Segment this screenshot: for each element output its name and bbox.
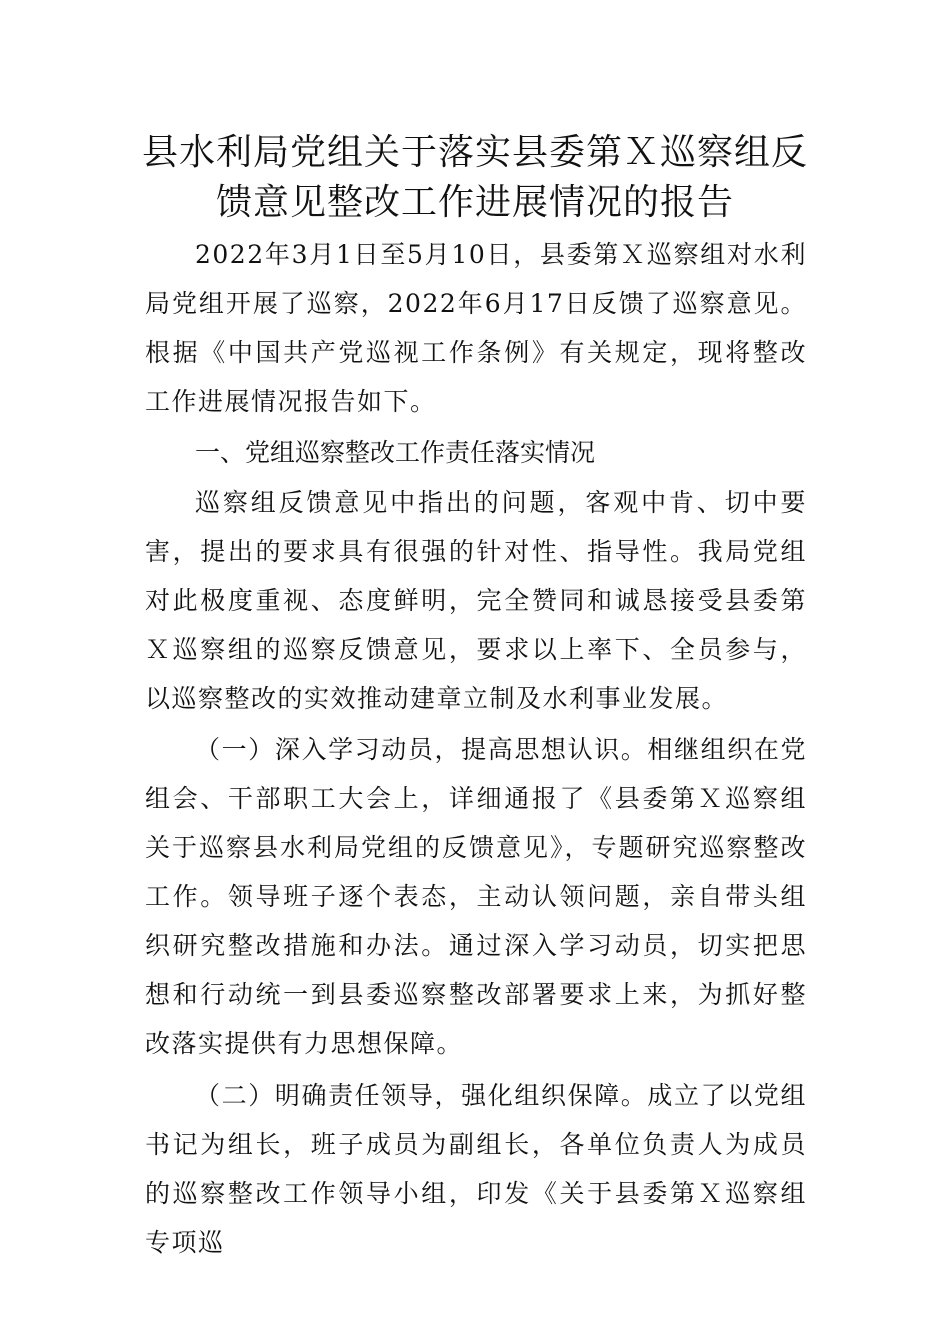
section-heading: 一、党组巡察整改工作责任落实情况 — [195, 438, 596, 467]
list-item-paragraph: （一）深入学习动员，提高思想认识。相继组织在党组会、干部职工大会上，详细通报了《县委第Ｘ巡察组关于巡察县水利局党组的反馈意见》，专题研究巡察整改工作。领导班子逐个表态，主动认领问题，亲自带头组织研究整改措施和办法。通过深入学习动员，切实把思想和行动统一到县委巡察整改部署要求上来，为抓好整改落实提供有力思想保障。 — [145, 735, 807, 1058]
list-item-paragraph: （二）明确责任领导，强化组织保障。成立了以党组书记为组长，班子成员为副组长，各单位负责人为成员的巡察整改工作领导小组，印发《关于县委第Ｘ巡察组专项巡 — [145, 1081, 807, 1257]
section-body-paragraph: 巡察组反馈意见中指出的问题，客观中肯、切中要害，提出的要求具有很强的针对性、指导性。我局党组对此极度重视、态度鲜明，完全赞同和诚恳接受县委第Ｘ巡察组的巡察反馈意见，要求以上率下、全员参与，以巡察整改的实效推动建章立制及水利事业发展。 — [145, 488, 807, 713]
document-title: 县水利局党组关于落实县委第Ｘ巡察组反馈意见整改工作进展情况的报告 — [141, 132, 808, 223]
intro-paragraph: 2022年3月1日至5月10日，县委第Ｘ巡察组对水利局党组开展了巡察，2022年6月17日反馈了巡察意见。根据《中国共产党巡视工作条例》有关规定，现将整改工作进展情况报告如下。 — [145, 240, 807, 416]
